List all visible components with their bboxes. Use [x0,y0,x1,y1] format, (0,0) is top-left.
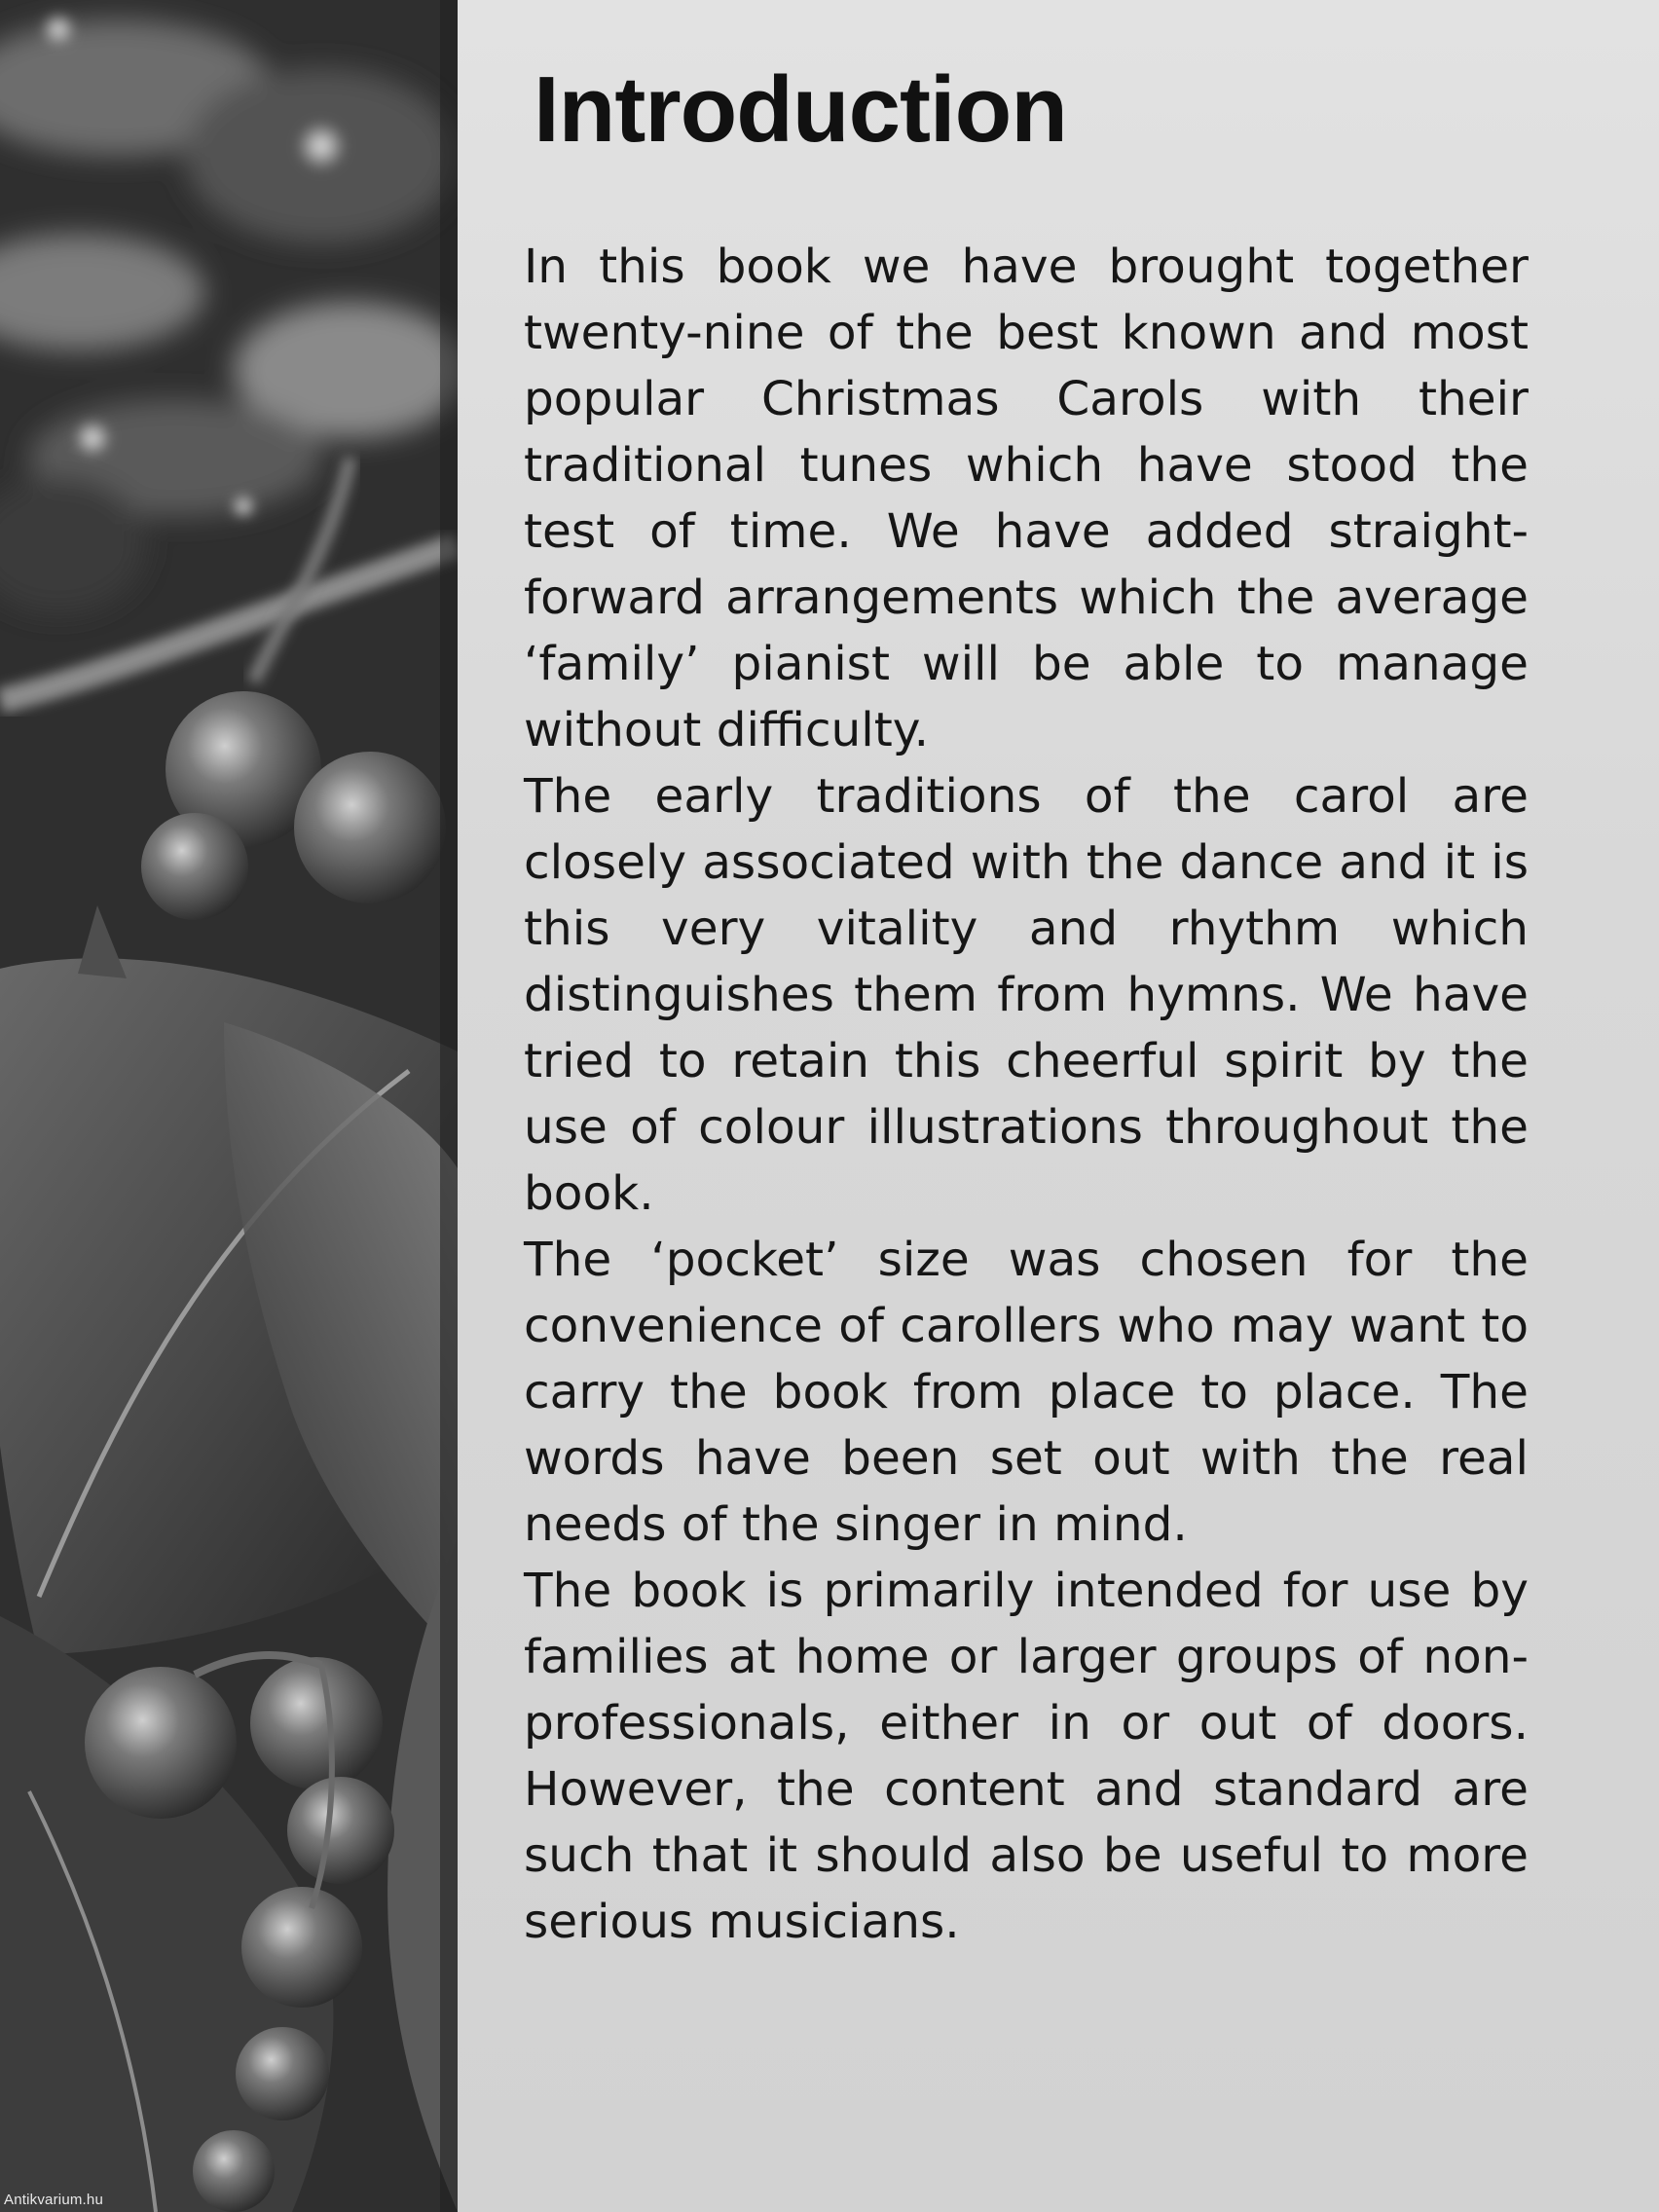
watermark-text: Antikvarium.hu [4,2192,104,2208]
paragraph-3: The ‘pocket’ size was chosen for the convenience of carollers who may want to carry the book from place to place. The words have been set out with the real needs of the singer in mind. [524,1233,1529,1552]
paragraph-2: The early traditions of the carol are closely associated with the dance and it is this very vitality and rhythm which distinguishes them from hymns. We have tried to retain this cheerful spirit by the use of colour illustrations throughout the book. [524,769,1529,1221]
page-title: Introduction [534,57,1067,162]
introduction-body [524,234,1529,1955]
paragraph-4: The book is primarily intended for use by families at home or larger groups of nonprofessionals, either in or out of doors. However, the content and standard are such that it should also be useful to more serious musicians. [524,1564,1529,1949]
paragraph-1: In this book we have brought together twenty-nine of the best known and most popular Christmas Carols with their traditional tunes which have stood the test of time. We have added straightforward arrangements which the average ‘family’ pianist will be able to manage without difficulty. [524,240,1529,757]
holly-illustration [0,0,458,2212]
holly-photo [0,0,458,2212]
